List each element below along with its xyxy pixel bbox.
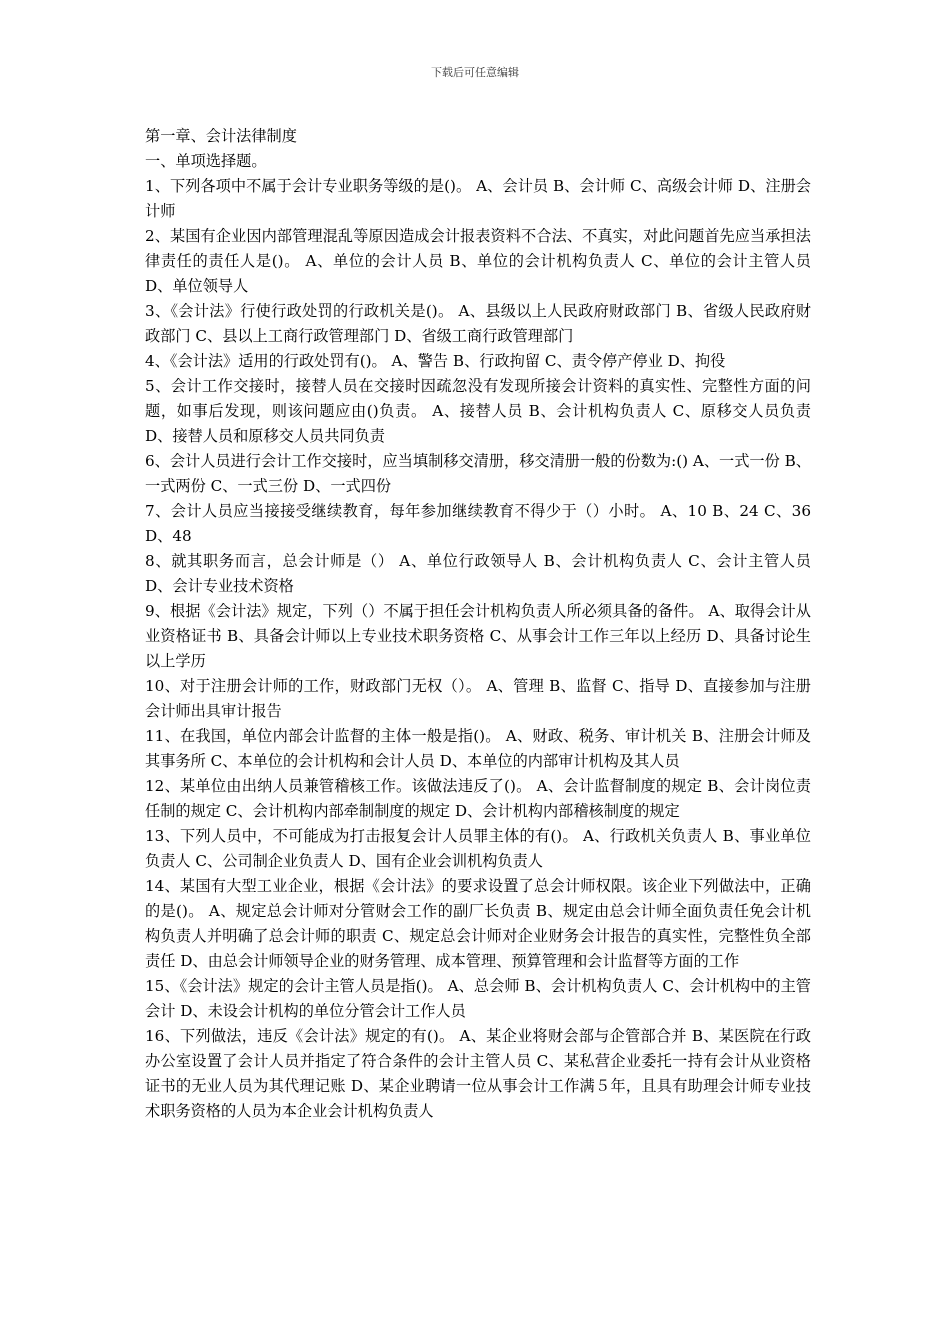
- section-title: 一、单项选择题。: [145, 152, 267, 170]
- chapter-title: 第一章、会计法律制度: [145, 127, 297, 145]
- question-10: 10、对于注册会计师的工作，财政部门无权（）。 A、管理 B、监督 C、指导 D、直接参加与注册会计师出具审计报告: [145, 677, 811, 720]
- question-5: 5、会计工作交接时，接替人员在交接时因疏忽没有发现所接会计资料的真实性、完整性方面的问题，如事后发现，则该问题应由()负责。 A、接替人员 B、会计机构负责人 C、原移交人员负责 D、接替人员和原移交人员共同负责: [145, 377, 811, 445]
- question-12: 12、某单位由出纳人员兼管稽核工作。该做法违反了()。 A、会计监督制度的规定 B、会计岗位责任制的规定 C、会计机构内部牵制制度的规定 D、会计机构内部稽核制度的规定: [145, 777, 811, 820]
- question-2: 2、某国有企业因内部管理混乱等原因造成会计报表资料不合法、不真实，对此问题首先应当承担法律责任的责任人是()。 A、单位的会计人员 B、单位的会计机构负责人 C、单位的会计主管人员 D、单位领导人: [145, 227, 811, 295]
- question-8: 8、就其职务而言，总会计师是（） A、单位行政领导人 B、会计机构负责人 C、会计主管人员 D、会计专业技术资格: [145, 552, 811, 595]
- question-1: 1、下列各项中不属于会计专业职务等级的是()。 A、会计员 B、会计师 C、高级会计师 D、注册会计师: [145, 177, 811, 220]
- question-3: 3、《会计法》行使行政处罚的行政机关是()。 A、县级以上人民政府财政部门 B、省级人民政府财政部门 C、县以上工商行政管理部门 D、省级工商行政管理部门: [145, 302, 811, 345]
- question-11: 11、在我国，单位内部会计监督的主体一般是指()。 A、财政、税务、审计机关 B、注册会计师及其事务所 C、本单位的会计机构和会计人员 D、本单位的内部审计机构及其人员: [145, 727, 811, 770]
- question-16: 16、下列做法，违反《会计法》规定的有()。 A、某企业将财会部与企管部合并 B、某医院在行政办公室设置了会计人员并指定了符合条件的会计主管人员 C、某私营企业委托一持有会计从业资格证书的无业人员为其代理记账 D、某企业聘请一位从事会计工作满５年，且具有助理会计师专业技术职务资格的人员为本企业会计机构负责人: [145, 1027, 811, 1120]
- question-6: 6、会计人员进行会计工作交接时，应当填制移交清册，移交清册一般的份数为:() A、一式一份 B、一式两份 C、一式三份 D、一式四份: [145, 452, 811, 495]
- question-14: 14、某国有大型工业企业，根据《会计法》的要求设置了总会计师权限。该企业下列做法中，正确的是()。 A、规定总会计师对分管财会工作的副厂长负责 B、规定由总会计师全面负责任免会计机构负责人并明确了总会计师的职责 C、规定总会计师对企业财务会计报告的真实性，完整性负全部责任 D、由总会计师领导企业的财务管理、成本管理、预算管理和会计监督等方面的工作: [145, 877, 811, 970]
- question-15: 15、《会计法》规定的会计主管人员是指()。 A、总会师 B、会计机构负责人 C、会计机构中的主管会计 D、未设会计机构的单位分管会计工作人员: [145, 977, 811, 1020]
- page-header: 下载后可任意编辑: [431, 66, 519, 79]
- document-body: [145, 124, 811, 1124]
- question-9: 9、根据《会计法》规定，下列（）不属于担任会计机构负责人所必须具备的备件。 A、取得会计从业资格证书 B、具备会计师以上专业技术职务资格 C、从事会计工作三年以上经历 D、具备讨论生以上学历: [145, 602, 811, 670]
- question-7: 7、会计人员应当接接受继续教育，每年参加继续教育不得少于（）小时。 A、10 B、24 C、36 D、48: [145, 502, 811, 545]
- question-4: 4、《会计法》适用的行政处罚有()。 A、警告 B、行政拘留 C、责令停产停业 D、拘役: [145, 352, 726, 370]
- question-13: 13、下列人员中，不可能成为打击报复会计人员罪主体的有()。 A、行政机关负责人 B、事业单位负责人 C、公司制企业负责人 D、国有企业会训机构负责人: [145, 827, 811, 870]
